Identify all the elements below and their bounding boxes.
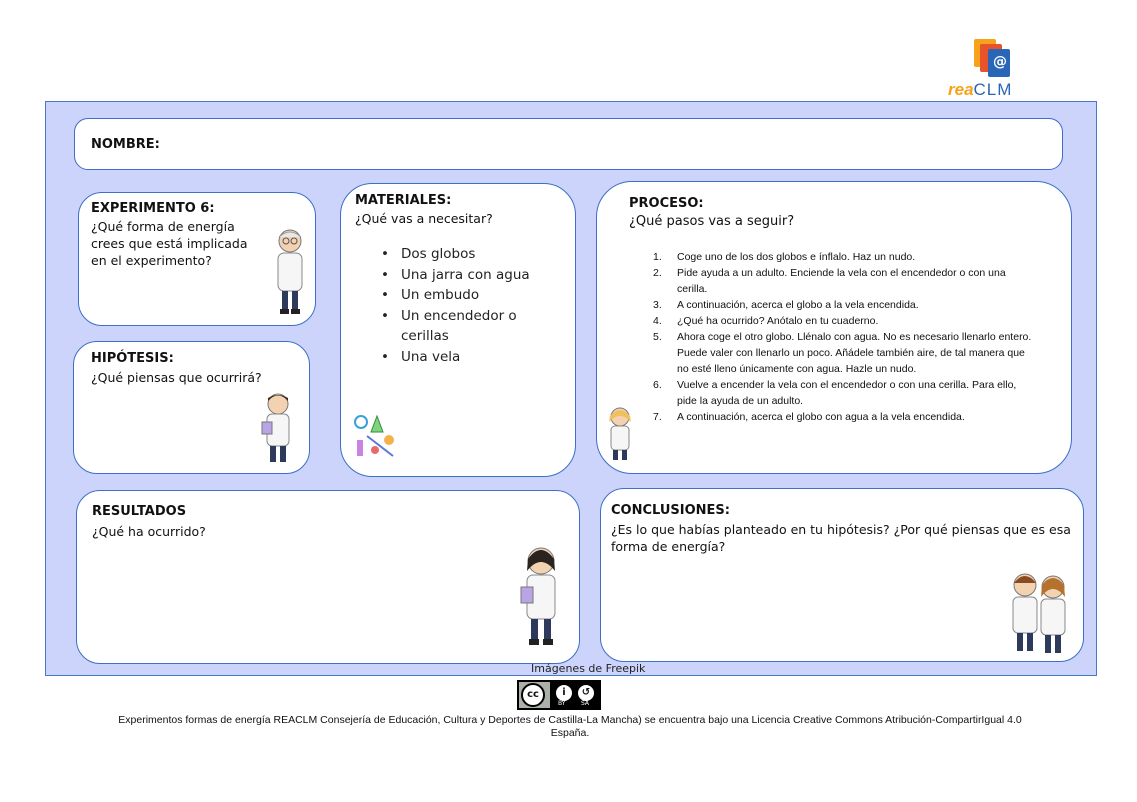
results-title: RESULTADOS [92, 504, 187, 519]
cc-icon: cc [521, 683, 545, 707]
license-text: Experimentos formas de energía REACLM Consejería de Educación, Cultura y Deportes de Castilla-La Mancha) se encuentra bajo una Licencia Creative Commons Atribución-CompartirIgual 4.0 España. [118, 714, 1022, 739]
two-scientists-figure-icon [1005, 571, 1075, 661]
name-label: NOMBRE: [91, 137, 160, 152]
results-question: ¿Qué ha ocurrido? [92, 524, 206, 539]
results-card [76, 490, 580, 664]
attribution-icon: i [555, 684, 573, 702]
materials-title: MATERIALES: [355, 193, 452, 208]
list-item: 7. A continuación, acerca el globo con agua a la vela encendida. [653, 411, 965, 423]
list-item: 2. Pide ayuda a un adulto. Enciende la vela con el encendedor o con una cerilla. [653, 267, 1006, 295]
list-item: • Dos globos [381, 246, 476, 262]
conclusions-question: ¿Es lo que habías planteado en tu hipótesis? ¿Por qué piensas que es esa forma de energía? [611, 522, 1071, 554]
experiment-question: ¿Qué forma de energía crees que está implicada en el experimento? [91, 219, 248, 268]
list-item: • Una vela [381, 348, 461, 365]
cc-sa-label: SA [581, 700, 590, 707]
conclusions-title: CONCLUSIONES: [611, 503, 730, 518]
process-card [596, 181, 1072, 474]
materials-card [340, 183, 576, 477]
logo-wordmark: reaCLM [948, 80, 1013, 99]
name-card[interactable] [74, 118, 1063, 170]
process-question: ¿Qué pasos vas a seguir? [629, 214, 795, 229]
list-item: 1. Coge uno de los dos globos e ínflalo. Haz un nudo. [653, 251, 916, 263]
share-alike-icon: ↺ [577, 684, 595, 702]
reaclm-logo [946, 36, 1038, 100]
experiment-title: EXPERIMENTO 6: [91, 201, 215, 216]
list-item: 4. ¿Qué ha ocurrido? Anótalo en tu cuaderno. [653, 315, 879, 327]
list-item: • Un encendedor o cerillas [381, 307, 517, 344]
girl-scientist-clipboard-figure-icon [517, 545, 565, 649]
creative-commons-badge-icon[interactable] [517, 680, 601, 710]
hypothesis-card [73, 341, 310, 474]
experiment-card [78, 192, 316, 326]
boy-scientist-figure-icon [260, 392, 296, 468]
list-item: 3. A continuación, acerca el globo a la vela encendida. [653, 299, 919, 311]
process-steps [597, 249, 1067, 425]
logo-at-icon: @ [993, 54, 1007, 70]
conclusions-card [600, 488, 1084, 662]
list-item: 6. Vuelve a encender la vela con el encendedor o con una cerilla. Para ello, pide la ayuda de un adulto. [653, 379, 1017, 407]
hypothesis-title: HIPÓTESIS: [91, 351, 174, 366]
list-item: 5. Ahora coge el otro globo. Llénalo con agua. No es necesario llenarlo entero. Puede valer con llenarlo un poco. Añádele también aire, de tal manera que no esté lleno únicamente con agua. Hazle un nudo. [653, 331, 1032, 375]
cc-by-label: BY [558, 700, 566, 707]
image-credit: Imágenes de Freepik [531, 662, 646, 675]
list-item: • Una jarra con agua [381, 266, 530, 283]
science-doodle-icon [349, 410, 399, 464]
old-scientist-figure-icon [271, 227, 309, 319]
materials-question: ¿Qué vas a necesitar? [355, 211, 493, 226]
hypothesis-question: ¿Qué piensas que ocurrirá? [91, 370, 262, 385]
process-title: PROCESO: [629, 196, 704, 211]
materials-list [341, 244, 541, 367]
girl-scientist-figure-icon [605, 406, 635, 462]
list-item: • Un embudo [381, 287, 480, 303]
